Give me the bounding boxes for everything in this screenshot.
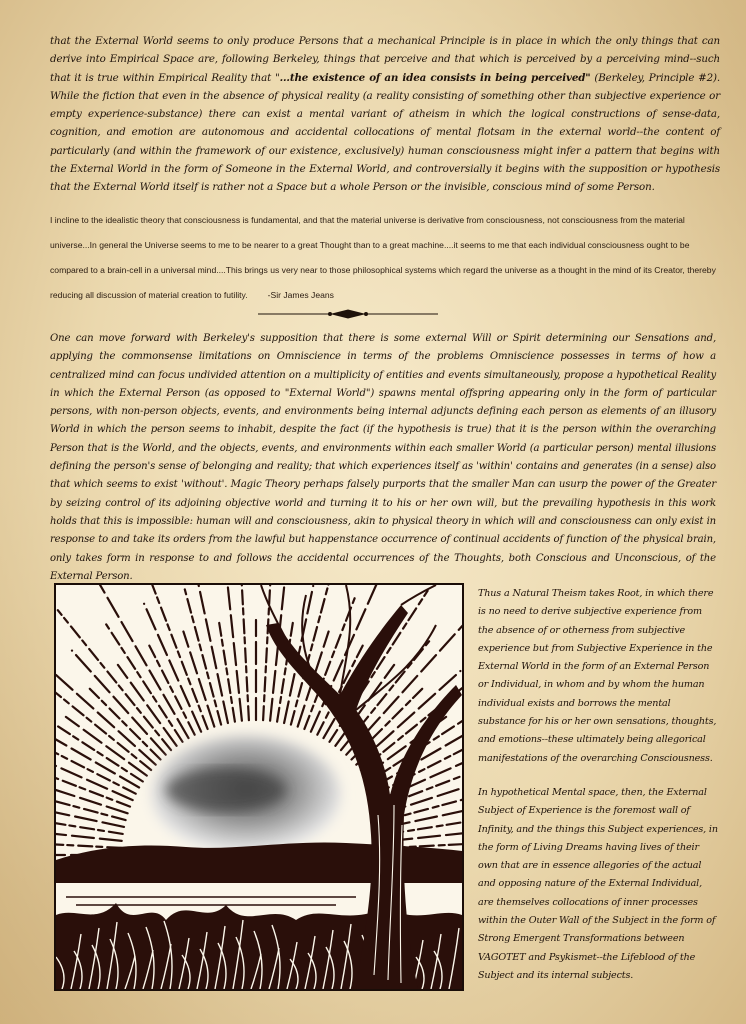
paragraph-berkeley [50,32,720,197]
woodcut-illustration [54,583,464,991]
emphasis-quote: ...the existence of an idea consists in being perceived" [279,71,591,84]
ornamental-divider-icon [258,309,438,319]
side-paragraph-mental-space: In hypothetical Mental space, then, the External Subject of Experience is the foremost wall of Infinity, and the things this Subject experiences, in the form of Living Dreams having lives of their own that are in essence allegories of the actual and opposing nature of the External Individual, are themselves collocations of inner processes within the Outer Wall of the Subject in the form of Strong Emergent Transformations between VAGOTET and Psykismet--the Lifeblood of the Subject and its internal subjects. [478,786,718,981]
sunrise-tree-image [56,585,462,989]
side-paragraph-natural-theism: Thus a Natural Theism takes Root, in which there is no need to derive subjective experience from the absence of or otherness from subjective experience but from Subjective Experience in the External World in the form of an External Person or Individual, in whom and by whom the human individual exists and borrows the mental substance for his or her own sensations, thoughts, and emotions--these ultimately being allegorical manifestations of the overarching Consciousness. [478,588,717,764]
paragraph-text: that the External World seems to only produce Persons that a mechanical Principle is in place in which the only things that can derive into Empirical Space are, following Berkeley, things that perceive and that which is perceived by a perceiving mind--such that it is true within Empirical Reality that " [50,35,720,84]
quote-author: -Sir James Jeans [267,290,334,300]
block-quote [50,208,720,308]
paragraph-external-person: One can move forward with Berkeley's supposition that there is some external Will or Spirit determining our Sensations and, applying the commonsense limitations on Omniscience in terms of the problems Omniscience possesses in terms of how a centralized mind can focus undivided attention on a multiplicity of entities and events simultaneously, propose a hypothetical Reality in which the External Person (as opposed to "External World") spawns mental offspring appearing only in the form of particular persons, with non-person objects, events, and environments being internal adjuncts defining each person as elements of an illusory World in which the person seems to inhabit, despite the fact (if the hypothesis is true) that it is the person within the overarching Person that is the World, and the objects, events, and environments within each smaller World (a particular person) mental illusions defining the person's sense of belonging and reality; that which experiences itself as 'within' contains and generates (in a sense) also that which seems to exist 'without'. Magic Theory perhaps falsely purports that the smaller Man can usurp the power of the Greater by seizing control of its adjoining objective world and turning it to his or her own will, but the prevailing hypothesis in this work holds that this is impossible: human will and consciousness, akin to physical theory in which will and consciousness can only exist in response to and take its orders from the lawful but happenstance occurrence of continual accidents of function of the physical brain, only takes form in response to and follows the accidental occurrences of the Thoughts, both Conscious and Unconscious, of the External Person. [50,333,716,582]
paragraph-text: (Berkeley, Principle #2). While the fiction that even in the absence of physical reality (a reality consisting of something other than subjective experience or empty experience-substance) there can exist a mental variant of atheism in which the logical constructions of sense-data, cognition, and emotion are autonomous and accidental collocations of mental flotsam in the external world--the content of particularly (and within the framework of our existence, exclusively) human consciousness might infer a pattern that begins with the External World in the form of Someone in the External World, and controversially it begins with the supposition or hypothesis that the External World itself is rather not a Space but a whole Person or the invisible, conscious mind of some Person. [50,71,720,194]
side-column [478,585,720,1001]
quote-text: I incline to the idealistic theory that consciousness is fundamental, and that the material universe is derivative from consciousness, not consciousness from the material universe...In general the Universe seems to me to be nearer to a great Thought than to a great machine....it seems to me that each individual consciousness ought to be compared to a brain-cell in a universal mind....This brings us very near to those philosophical systems which regard the universe as a thought in the mind of its Creator, thereby reducing all discussion of material creation to futility. [50,215,716,300]
